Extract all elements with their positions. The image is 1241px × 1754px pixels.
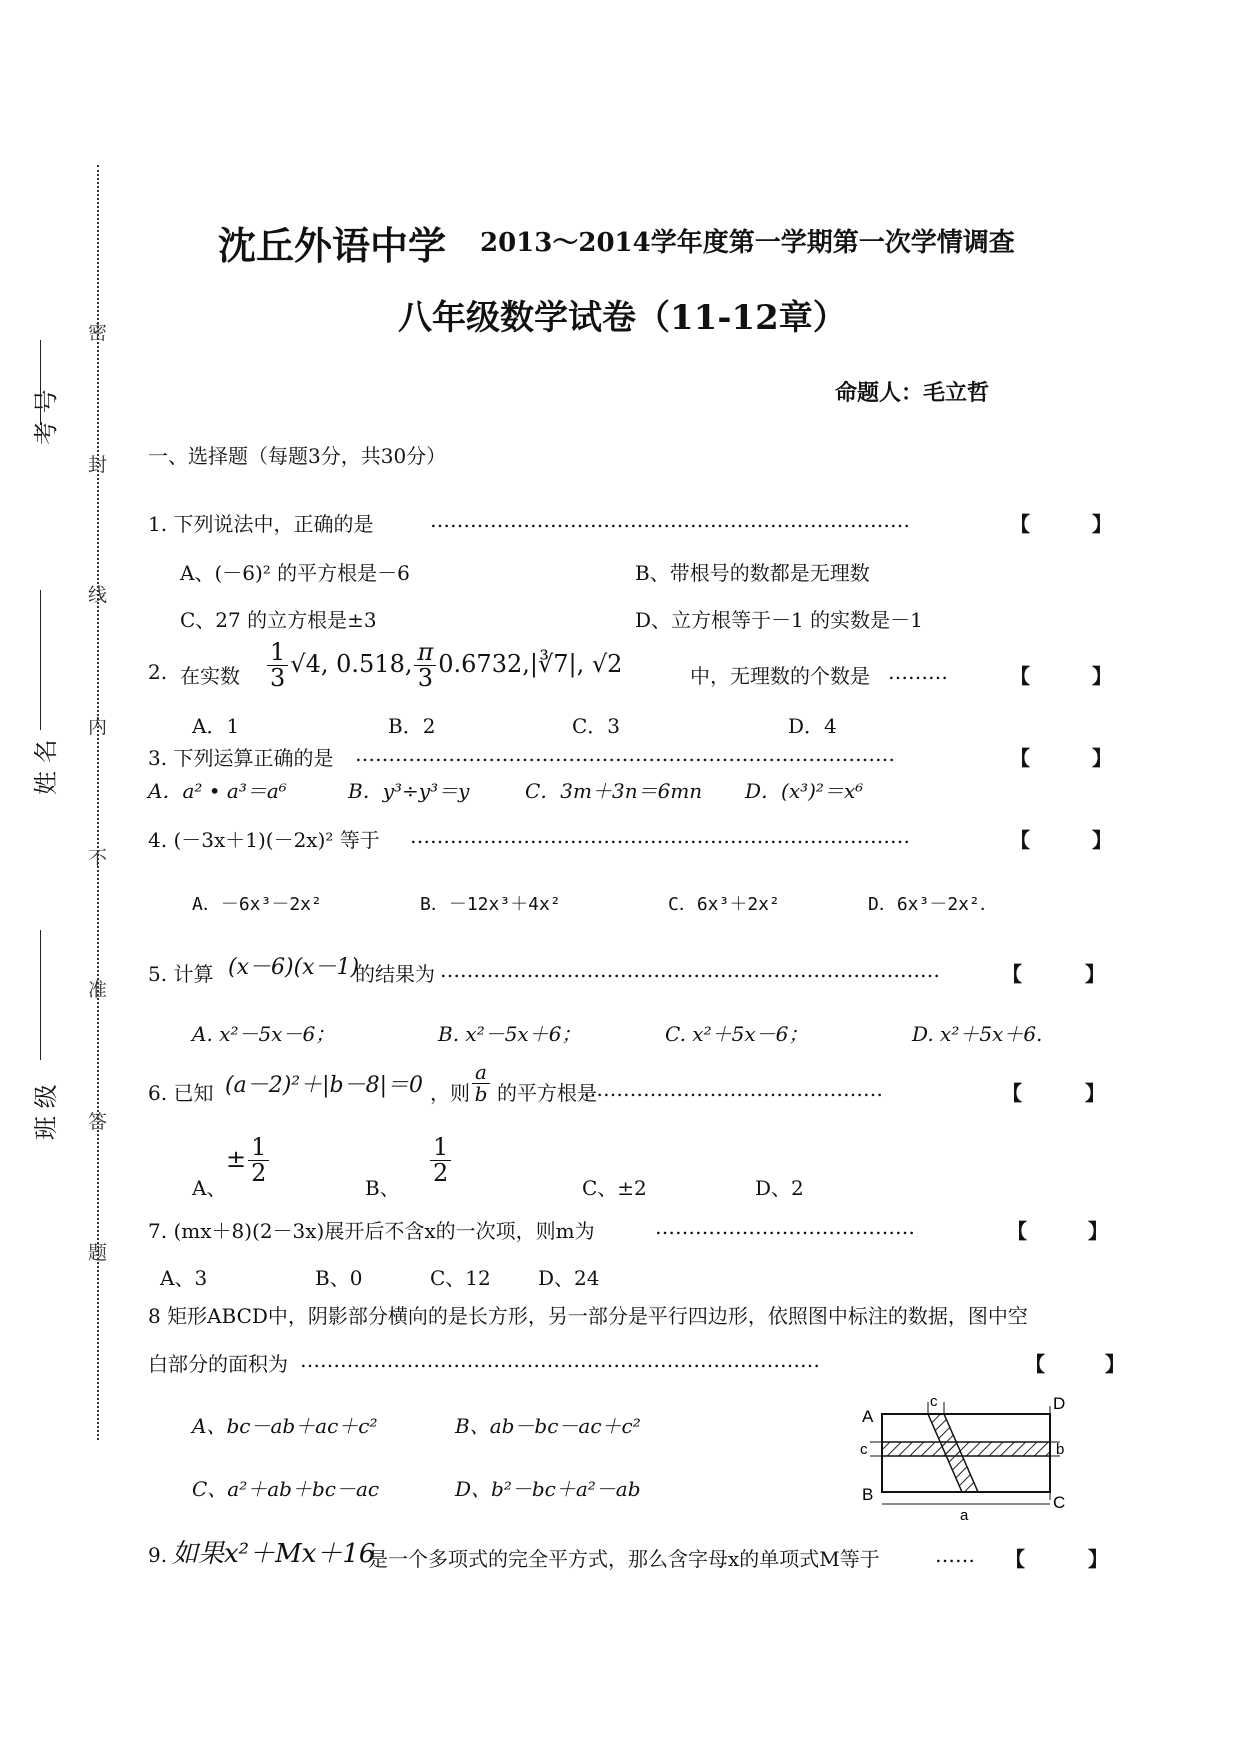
question-5-pre: 5. 计算 xyxy=(148,962,214,986)
q1-option-b: B、带根号的数都是无理数 xyxy=(635,561,870,585)
answer-bracket-right: 】 xyxy=(1092,746,1112,770)
q6-expression: (a－2)²＋|b－8|＝0 xyxy=(225,1073,424,1098)
q3-option-c: C．3m＋3n＝6mn xyxy=(525,779,703,803)
class-label: 班 级 xyxy=(32,1084,60,1140)
q6-option-a-value: ± $\frac{1}{2}$ xyxy=(226,1135,271,1186)
q5-option-d: D. x²＋5x＋6. xyxy=(912,1022,1043,1046)
q5-option-c: C. x²＋5x－6； xyxy=(665,1022,809,1046)
answer-bracket-left: 【 xyxy=(1002,962,1022,986)
question-2-pre: 在实数 xyxy=(180,664,240,688)
author-line: 命题人：毛立哲 xyxy=(835,380,990,406)
leader-dots: ………………………………… xyxy=(655,1215,915,1239)
rectangle-abcd-figure xyxy=(860,1392,1070,1527)
fraction-a-over-b: $\frac{a}{b}$ xyxy=(470,1062,492,1105)
fraction-pi-third: $\frac{\pi}{3}$ xyxy=(414,640,436,691)
class-line xyxy=(40,930,41,1060)
q2-option-b: B．2 xyxy=(388,714,436,738)
horizontal-shaded-rectangle xyxy=(882,1442,1050,1456)
q8-option-d: D、b²－bc＋a²－ab xyxy=(455,1477,641,1501)
q8-option-a: A、bc－ab＋ac＋c² xyxy=(192,1414,378,1438)
question-2-post: 中，无理数的个数是 xyxy=(690,664,870,688)
answer-bracket-right: 】 xyxy=(1092,828,1112,852)
exam-number-label: 考 号 xyxy=(32,389,60,445)
question-8-line2: 白部分的面积为 xyxy=(148,1352,288,1376)
q9-expression: 如果x²＋Mx＋16 xyxy=(172,1539,376,1569)
sqrt-4: √4, xyxy=(290,650,329,679)
answer-bracket-left: 【 xyxy=(1007,1219,1027,1243)
answer-bracket-right: 】 xyxy=(1085,1081,1105,1105)
q2-option-c: C．3 xyxy=(572,714,621,738)
leader-dots: ……………………………………………………………… xyxy=(430,508,910,532)
q6-option-b-label: B、 xyxy=(365,1176,400,1200)
question-6-post: 的平方根是 xyxy=(497,1081,597,1105)
vertex-label-c: C xyxy=(1053,1493,1066,1512)
vertex-label-a: A xyxy=(862,1407,874,1426)
answer-bracket-left: 【 xyxy=(1005,1547,1025,1571)
q7-option-c: C、12 xyxy=(430,1266,491,1290)
question-6-mid: ，则 xyxy=(430,1081,470,1105)
leader-dots: ……………………………………………………………………… xyxy=(355,742,895,766)
answer-bracket-right: 】 xyxy=(1092,512,1112,536)
decimal-0518: 0.518, xyxy=(336,650,413,679)
name-line xyxy=(40,590,41,730)
q2-option-a: A．1 xyxy=(192,714,240,738)
leader-dots: …… xyxy=(935,1543,975,1567)
q5-expression: (x－6)(x－1) xyxy=(228,955,360,980)
q2-number-list xyxy=(265,640,622,691)
vertex-label-d: D xyxy=(1053,1394,1066,1413)
vertex-label-b: B xyxy=(862,1485,874,1504)
repeating-decimal: 0.6732, xyxy=(438,650,530,679)
question-3-stem: 3. 下列运算正确的是 xyxy=(148,746,334,770)
q6-option-c: C、±2 xyxy=(582,1176,647,1200)
seal-char: 内 xyxy=(88,716,108,738)
question-6-pre: 6. 已知 xyxy=(148,1081,214,1105)
leader-dots: ……………………………………… xyxy=(583,1077,883,1101)
answer-bracket-right: 】 xyxy=(1105,1352,1125,1376)
answer-bracket-left: 【 xyxy=(1010,512,1030,536)
q7-option-a: A、3 xyxy=(160,1266,208,1290)
question-7-stem: 7. (mx＋8)(2－3x)展开后不含x的一次项，则m为 xyxy=(148,1219,595,1243)
dimension-label-a: a xyxy=(960,1507,969,1524)
name-label: 姓 名 xyxy=(32,739,60,795)
q6-option-a-label: A、 xyxy=(192,1176,227,1200)
question-2-number: 2. xyxy=(148,660,168,684)
answer-bracket-right: 】 xyxy=(1088,1547,1108,1571)
leader-dots: ………………………………………………………………… xyxy=(440,958,940,982)
q6-option-d: D、2 xyxy=(755,1176,804,1200)
question-8-line1: 8 矩形ABCD中，阴影部分横向的是长方形，另一部分是平行四边形，依照图中标注的数据，图中空 xyxy=(148,1304,1028,1328)
leader-dots: ……… xyxy=(888,660,948,684)
q4-option-c: C．6x³＋2x² xyxy=(668,894,780,915)
answer-bracket-left: 【 xyxy=(1025,1352,1045,1376)
q3-option-d: D．(x³)²＝x⁶ xyxy=(745,779,864,803)
q4-option-b: B．－12x³＋4x² xyxy=(420,894,561,915)
cube-root-7: |∛7|, xyxy=(529,650,585,679)
answer-bracket-right: 】 xyxy=(1088,1219,1108,1243)
answer-bracket-left: 【 xyxy=(1010,746,1030,770)
sqrt-2: √2 xyxy=(591,650,623,679)
answer-bracket-right: 】 xyxy=(1092,664,1112,688)
answer-bracket-left: 【 xyxy=(1010,828,1030,852)
q1-option-a: A、(－6)² 的平方根是－6 xyxy=(180,561,410,585)
q7-option-b: B、0 xyxy=(315,1266,363,1290)
leader-dots: …………………………………………………………………… xyxy=(300,1348,820,1372)
dimension-label-b: b xyxy=(1056,1441,1065,1458)
term-title: 2013～2014学年度第一学期第一次学情调查 xyxy=(480,228,1015,258)
q6-option-b-value: $\frac{1}{2}$ xyxy=(428,1135,453,1186)
q7-option-d: D、24 xyxy=(538,1266,600,1290)
q3-option-a: A．a² • a³＝a⁶ xyxy=(148,779,287,803)
dimension-label-c-top: c xyxy=(930,1393,938,1410)
exam-title: 八年级数学试卷（11-12章） xyxy=(398,298,847,338)
seal-char: 封 xyxy=(88,454,108,476)
answer-bracket-right: 】 xyxy=(1085,962,1105,986)
q2-option-d: D．4 xyxy=(788,714,837,738)
q8-option-b: B、ab－bc－ac＋c² xyxy=(455,1414,641,1438)
q1-option-c: C、27 的立方根是±3 xyxy=(180,608,377,632)
seal-char: 准 xyxy=(88,979,108,1001)
q8-option-c: C、a²＋ab＋bc－ac xyxy=(192,1477,380,1501)
answer-bracket-left: 【 xyxy=(1010,664,1030,688)
q5-option-a: A. x²－5x－6； xyxy=(192,1022,336,1046)
q4-option-a: A．－6x³－2x² xyxy=(192,894,322,915)
question-9-number: 9. xyxy=(148,1543,168,1567)
fraction-one-third: $\frac{1}{3}$ xyxy=(267,640,288,691)
question-1-stem: 1. 下列说法中，正确的是 xyxy=(148,512,374,536)
answer-bracket-left: 【 xyxy=(1002,1081,1022,1105)
dimension-label-c-left: c xyxy=(860,1441,868,1458)
q3-option-b: B．y³÷y³＝y xyxy=(348,779,470,803)
question-5-post: 的结果为 xyxy=(355,962,435,986)
school-name: 沈丘外语中学 xyxy=(218,223,447,268)
seal-char: 线 xyxy=(88,584,108,606)
section-heading: 一、选择题（每题3分，共30分） xyxy=(148,444,447,468)
seal-char: 题 xyxy=(88,1242,108,1264)
exam-number-line xyxy=(40,340,41,425)
seal-char: 答 xyxy=(88,1111,108,1133)
seal-char: 密 xyxy=(88,322,108,344)
question-4-stem: 4. (－3x＋1)(－2x)² 等于 xyxy=(148,828,380,852)
seal-char: 不 xyxy=(88,847,108,869)
question-9-post: 是一个多项式的完全平方式，那么含字母x的单项式M等于 xyxy=(368,1547,880,1571)
q4-option-d: D．6x³－2x²． xyxy=(868,894,998,915)
leader-dots: ………………………………………………………………… xyxy=(410,824,910,848)
q5-option-b: B. x²－5x＋6； xyxy=(438,1022,582,1046)
q1-option-d: D、立方根等于－1 的实数是－1 xyxy=(635,608,923,632)
